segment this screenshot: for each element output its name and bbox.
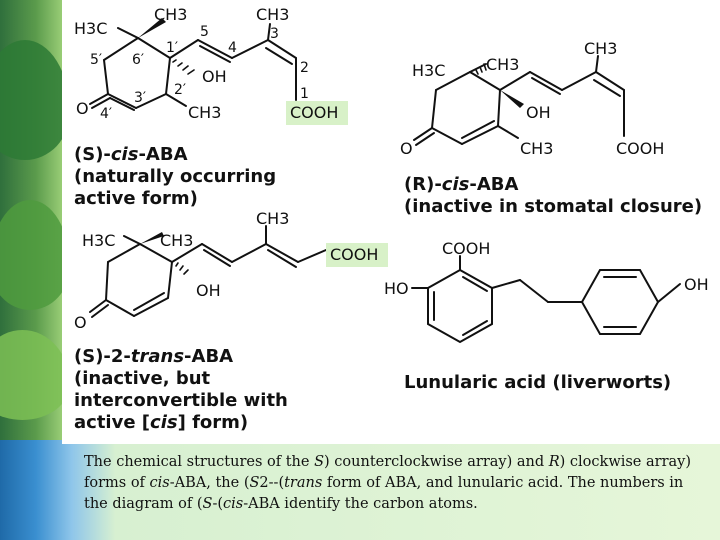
s-trans-aba-description: (inactive, but xyxy=(74,368,211,389)
cooh-label: COOH xyxy=(330,245,379,264)
figure-caption: The chemical structures of the S) counterclockwise array) and R) clockwise array) forms of cis-ABA, the (S2--(trans form of ABA, and lunularic acid. The numbers in the diagram of (S-(cis-ABA identify the carbon atoms. xyxy=(84,454,691,512)
s-cis-aba-name: (S)-cis-ABA xyxy=(74,144,188,165)
s-trans-aba-description: interconvertible with xyxy=(74,390,288,411)
s-trans-aba-structure xyxy=(90,226,326,317)
carbon-number: 4 xyxy=(228,40,237,56)
oxygen-label: O xyxy=(74,313,87,332)
s-cis-aba-structure xyxy=(90,24,296,110)
carbon-number: 5 xyxy=(200,24,209,40)
oh-label: OH xyxy=(684,275,709,294)
s-trans-aba-name: (S)-2-trans-ABA xyxy=(74,346,234,367)
carbon-number: 3′ xyxy=(134,90,147,106)
ch3-label: CH3 xyxy=(256,5,290,24)
ch3-label: CH3 xyxy=(520,139,554,158)
cooh-label: COOH xyxy=(442,239,491,258)
oh-label: OH xyxy=(526,103,551,122)
r-cis-aba-description: (inactive in stomatal closure) xyxy=(404,196,703,217)
carbon-number: 1 xyxy=(300,86,309,102)
lunularic-acid-name: Lunularic acid (liverworts) xyxy=(404,372,672,393)
ch3-label: CH3 xyxy=(584,39,618,58)
ho-label: HO xyxy=(384,279,409,298)
oxygen-label: O xyxy=(76,99,89,118)
ch3-label: CH3 xyxy=(188,103,222,122)
cooh-label: COOH xyxy=(616,139,665,158)
carbon-number: 4′ xyxy=(100,106,113,122)
figure-panel xyxy=(62,0,720,444)
carbon-number: 5′ xyxy=(90,52,103,68)
carbon-number: 1′ xyxy=(166,40,179,56)
oh-label: OH xyxy=(202,67,227,86)
carbon-number: 6′ xyxy=(132,52,145,68)
carbon-number: 2 xyxy=(300,60,309,76)
carbon-number: 2′ xyxy=(174,82,187,98)
lunularic-acid-structure xyxy=(412,256,680,342)
cooh-label: COOH xyxy=(290,103,339,122)
structures-figure xyxy=(62,0,720,444)
s-cis-aba-description: active form) xyxy=(74,188,198,209)
oh-label: OH xyxy=(196,281,221,300)
ch3-label: CH3 xyxy=(160,231,194,250)
h3c-label: H3C xyxy=(412,61,446,80)
s-trans-aba-description: active [cis] form) xyxy=(74,412,249,433)
h3c-label: H3C xyxy=(82,231,116,250)
ch3-label: CH3 xyxy=(486,55,520,74)
ch3-label: CH3 xyxy=(256,209,290,228)
carbon-number: 3 xyxy=(270,26,279,42)
oxygen-label: O xyxy=(400,139,413,158)
h3c-label: H3C xyxy=(74,19,108,38)
ch3-label: CH3 xyxy=(154,5,188,24)
s-cis-aba-description: (naturally occurring xyxy=(74,166,277,187)
r-cis-aba-name: (R)-cis-ABA xyxy=(404,174,519,195)
